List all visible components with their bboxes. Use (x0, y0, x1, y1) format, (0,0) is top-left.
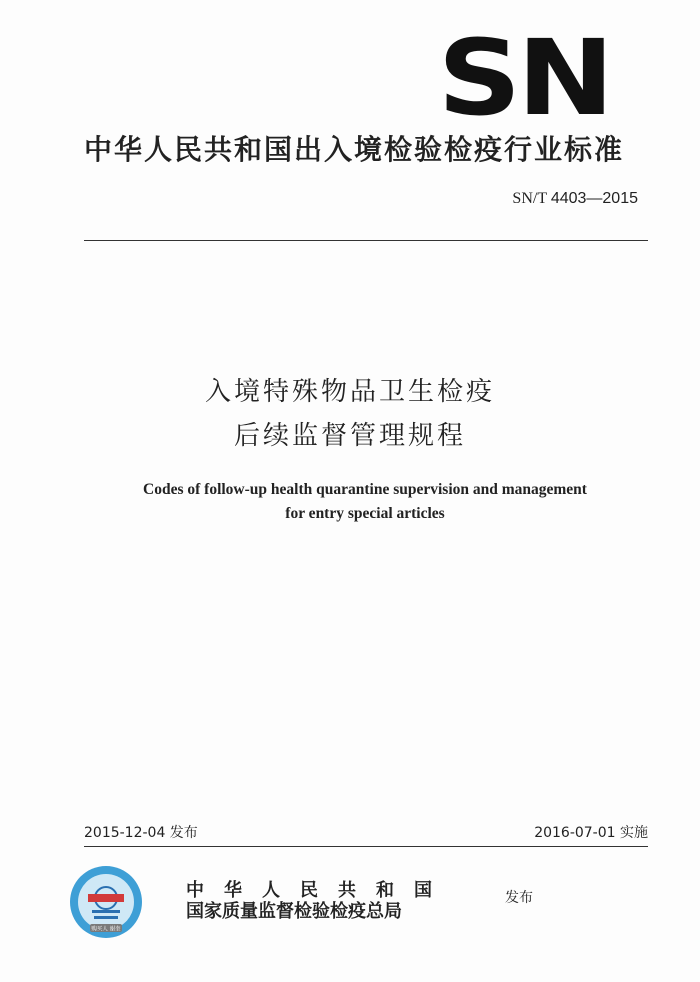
english-title (0, 478, 700, 526)
implementation-date: 2016-07-01 实施 (534, 825, 648, 841)
english-title-line-2: for entry special articles (285, 505, 445, 522)
chinese-title-line-1: 入境特殊物品卫生检疫 (204, 377, 495, 407)
seal-text-bar (92, 910, 120, 913)
bottom-divider (84, 846, 648, 847)
standard-code: 4403—2015 (550, 190, 638, 207)
chinese-title-line-2: 后续监督管理规程 (233, 421, 466, 451)
seal-buyer-text: 购买人 谢奎 (91, 926, 121, 933)
issuer-country: 中华人民共和国 (186, 880, 452, 901)
seal-ribbon (88, 894, 124, 902)
sn-logo: SN (437, 17, 610, 139)
top-divider (84, 240, 648, 241)
publish-label: 发布 (505, 890, 533, 906)
industry-standard-title: 中华人民共和国出入境检验检疫行业标准 (84, 133, 625, 166)
seal-text-bar (94, 916, 118, 919)
standard-number (512, 190, 638, 208)
issue-date: 2015-12-04 发布 (84, 825, 198, 841)
issuer-agency: 国家质量监督检验检疫总局 (186, 901, 402, 922)
chinese-title (0, 370, 700, 458)
english-title-line-1: Codes of follow-up health quarantine supervision and management (143, 481, 587, 498)
anti-counterfeit-seal-icon (68, 864, 144, 940)
standard-prefix: SN/T (512, 190, 547, 207)
